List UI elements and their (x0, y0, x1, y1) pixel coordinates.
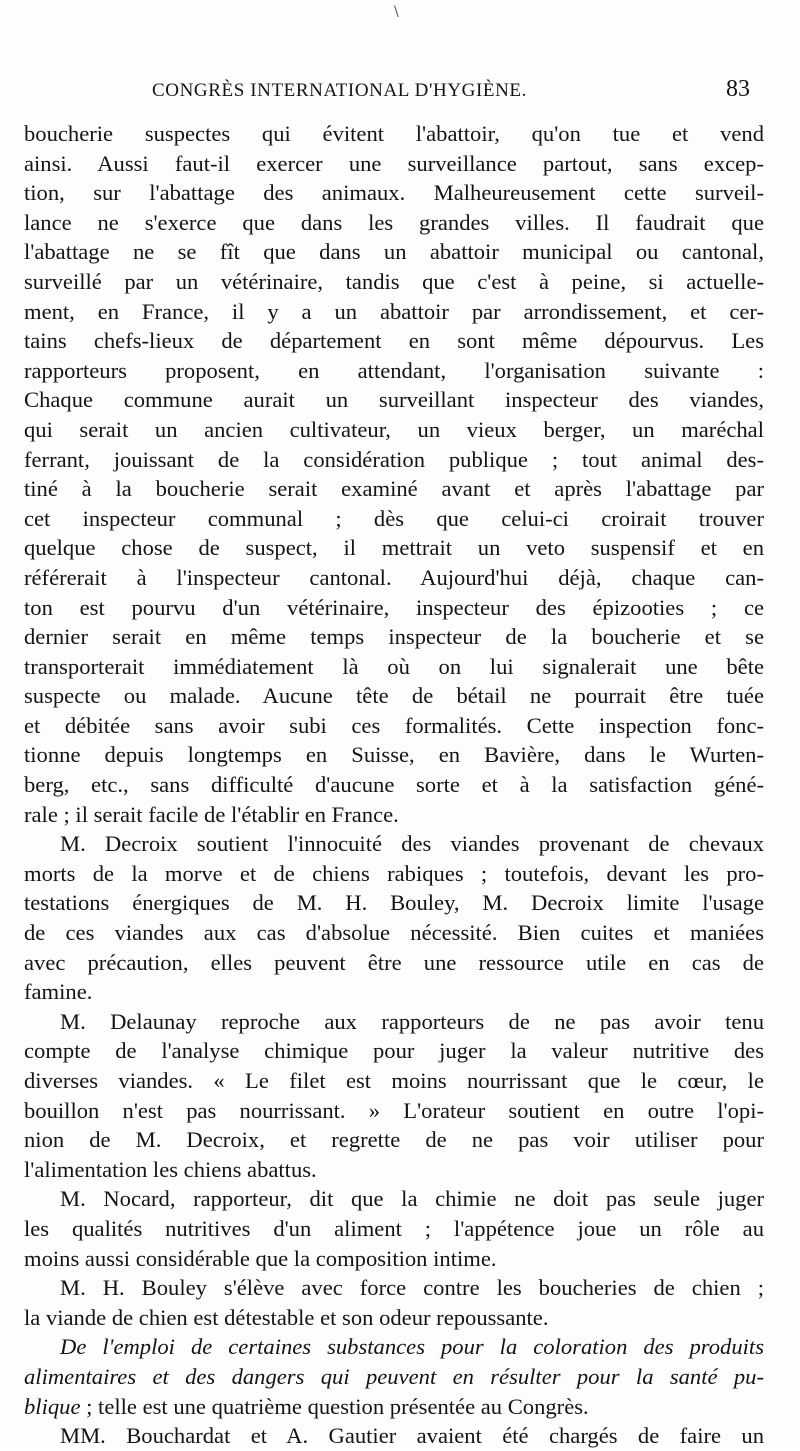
text-line: ainsi. Aussi faut-il exercer une surveillance partout, sans excep- (24, 150, 764, 176)
text-line: rale ; il serait facile de l'établir en France. (24, 801, 399, 827)
text-line: tionne depuis longtemps en Suisse, en Bavière, dans le Wurten- (24, 742, 764, 768)
text-line: Chaque commune aurait un surveillant inspecteur des viandes, (24, 387, 764, 413)
text-line: testations énergiques de M. H. Bouley, M. Decroix limite l'usage (24, 890, 764, 916)
text-line: quelque chose de suspect, il mettrait un veto suspensif et en (24, 535, 764, 561)
text-line: rapporteurs proposent, en attendant, l'organisation suivante : (24, 357, 764, 383)
text-line: cet inspecteur communal ; dès que celui-ci croirait trouver (24, 505, 764, 531)
text-line: référerait à l'inspecteur cantonal. Aujourd'hui déjà, chaque can- (24, 564, 764, 590)
text-line: l'alimentation les chiens abattus. (24, 1156, 317, 1182)
text-fragment: ; telle est une quatrième question présentée au Congrès. (80, 1393, 589, 1419)
text-line: M. H. Bouley s'élève avec force contre les boucheries de chien ; (60, 1275, 764, 1301)
text-line: compte de l'analyse chimique pour juger la valeur nutritive des (24, 1038, 764, 1064)
text-line: qui serait un ancien cultivateur, un vieux berger, un maréchal (24, 416, 764, 442)
body-text (24, 119, 764, 1451)
text-line: tains chefs-lieux de département en sont même dépourvus. Les (24, 328, 764, 354)
text-line: dernier serait en même temps inspecteur de la boucherie et se (24, 624, 764, 650)
text-line: moins aussi considérable que la composition intime. (24, 1245, 497, 1271)
italic-fragment: blique (24, 1393, 81, 1419)
running-header (60, 76, 750, 112)
text-line: surveillé par un vétérinaire, tandis que c'est à peine, si actuelle- (24, 268, 764, 294)
text-line: transporterait immédiatement là où on lui signalerait une bête (24, 653, 764, 679)
text-line: berg, etc., sans difficulté d'aucune sorte et à la satisfaction géné- (24, 772, 764, 798)
ink-mark: \ (394, 4, 399, 20)
header-title: CONGRÈS INTERNATIONAL D'HYGIÈNE. (152, 80, 527, 101)
text-line (24, 1392, 764, 1422)
text-line: M. Delaunay reproche aux rapporteurs de ne pas avoir tenu (60, 1008, 764, 1034)
text-line: famine. (24, 979, 93, 1005)
text-line: nion de M. Decroix, et regrette de ne pas voir utiliser pour (24, 1127, 764, 1153)
text-line: de ces viandes aux cas d'absolue nécessité. Bien cuites et maniées (24, 920, 764, 946)
text-line: les qualités nutritives d'un aliment ; l'appétence joue un rôle au (24, 1215, 764, 1241)
text-line: et débitée sans avoir subi ces formalités. Cette inspection fonc- (24, 712, 764, 738)
text-line: l'abattage ne se fît que dans un abattoir municipal ou cantonal, (24, 239, 764, 265)
text-line: avec précaution, elles peuvent être une ressource utile en cas de (24, 949, 764, 975)
text-line: morts de la morve et de chiens rabiques ; toutefois, devant les pro- (24, 860, 764, 886)
text-line: M. Decroix soutient l'innocuité des viandes provenant de chevaux (60, 831, 764, 857)
text-line: ton est pourvu d'un vétérinaire, inspecteur des épizooties ; ce (24, 594, 764, 620)
text-line: bouillon n'est pas nourrissant. » L'orateur soutient en outre l'opi- (24, 1097, 764, 1123)
text-line: diverses viandes. « Le filet est moins nourrissant que le cœur, le (24, 1068, 764, 1093)
text-line: la viande de chien est détestable et son odeur repoussante. (24, 1304, 549, 1330)
text-line: lance ne s'exerce que dans les grandes villes. Il faudrait que (24, 209, 764, 235)
text-line: ment, en France, il y a un abattoir par arrondissement, et cer- (24, 298, 764, 324)
text-line: tion, sur l'abattage des animaux. Malheureusement cette surveil- (24, 180, 764, 206)
text-line: alimentaires et des dangers qui peuvent en résulter pour la santé pu- (24, 1363, 764, 1389)
text-line: tiné à la boucherie serait examiné avant et après l'abattage par (24, 476, 764, 502)
text-line: boucherie suspectes qui évitent l'abattoir, qu'on tue et vend (24, 121, 764, 146)
text-line: MM. Bouchardat et A. Gautier avaient été chargés de faire un (60, 1423, 764, 1449)
text-line: suspecte ou malade. Aucune tête de bétail ne pourrait être tuée (24, 683, 764, 709)
text-line: M. Nocard, rapporteur, dit que la chimie ne doit pas seule juger (60, 1186, 764, 1212)
page-number: 83 (726, 76, 750, 102)
text-line: ferrant, jouissant de la considération publique ; tout animal des- (24, 446, 764, 472)
text-line: De l'emploi de certaines substances pour la coloration des produits (60, 1334, 764, 1360)
